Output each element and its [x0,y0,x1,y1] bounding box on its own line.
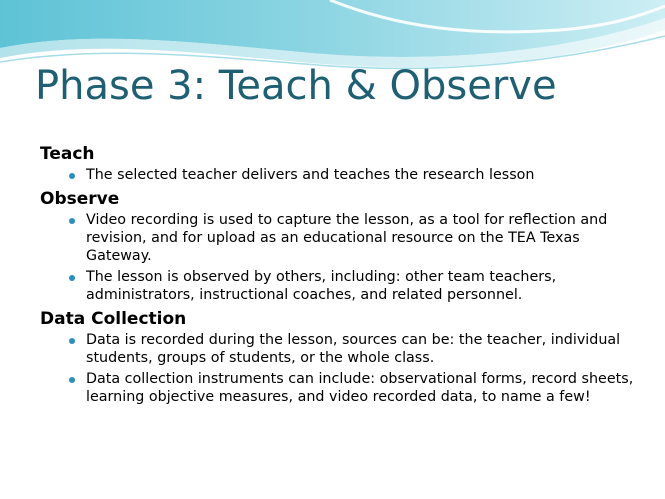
bullet-dot-icon [69,338,75,344]
section-teach [40,142,640,184]
section-heading-observe: Observe [40,189,120,209]
bullet-dot-icon [69,173,75,179]
bullet-list-observe [68,211,640,304]
list-item [68,166,640,184]
section-observe [40,187,640,304]
bullet-dot-icon [69,218,75,224]
slide-title: Phase 3: Teach & Observe [35,63,557,109]
bullet-text: Video recording is used to capture the lesson, as a tool for reflection and revision, and for upload as an educational resource on the TEA Texas Gateway. [86,212,608,264]
list-item [68,370,640,406]
section-heading-data-collection: Data Collection [40,309,187,329]
bullet-dot-icon [69,377,75,383]
bullet-text: Data is recorded during the lesson, sources can be: the teacher, individual students, groups of students, or the whole class. [86,332,621,366]
list-item [68,331,640,367]
bullet-list-teach [68,166,640,184]
bullet-list-data-collection [68,331,640,406]
bullet-dot-icon [69,275,75,281]
bullet-text: The lesson is observed by others, including: other team teachers, administrators, instructional coaches, and related personnel. [86,269,557,303]
section-data-collection [40,307,640,406]
section-heading-teach: Teach [40,144,95,164]
list-item [68,211,640,265]
bullet-text: The selected teacher delivers and teaches the research lesson [86,167,535,183]
bullet-text: Data collection instruments can include: observational forms, record sheets, learning objective measures, and video recorded data, to name a few! [86,371,634,405]
list-item [68,268,640,304]
slide-content [40,142,640,409]
